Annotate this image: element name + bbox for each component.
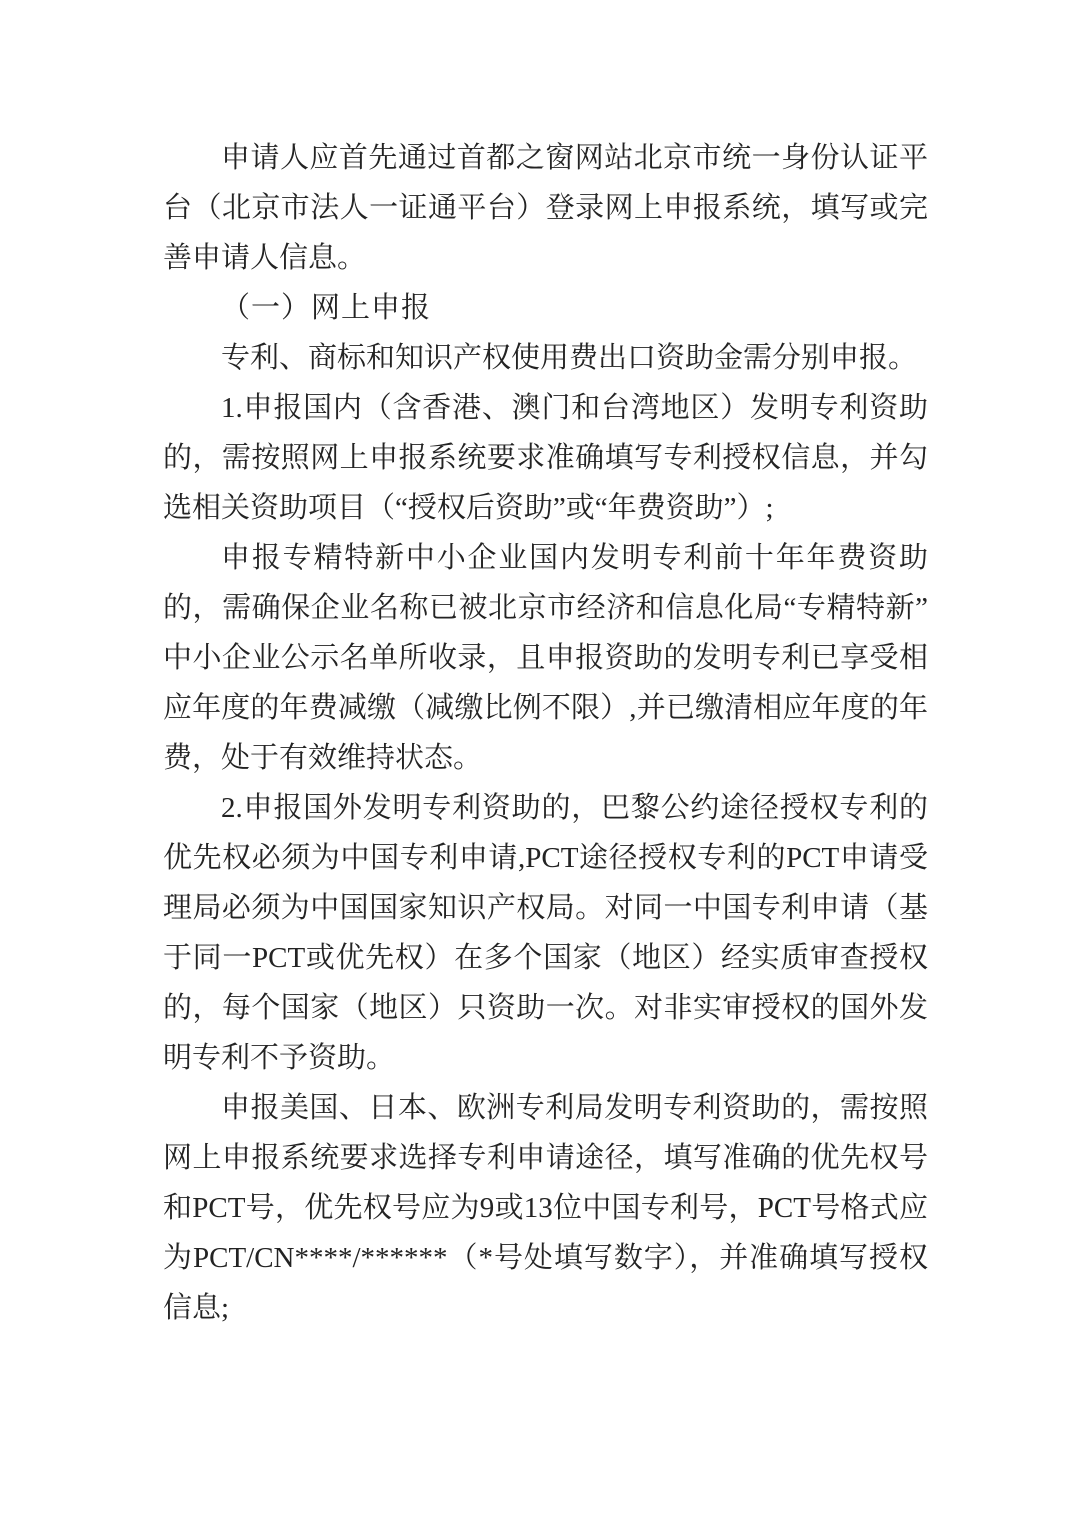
paragraph-srdi-sme-annuity: 申报专精特新中小企业国内发明专利前十年年费资助的，需确保企业名称已被北京市经济和信息化局“专精特新”中小企业公示名单所收录，且申报资助的发明专利已享受相应年度的年费减缴（减缴比例不限）,并已缴清相应年度的年费，处于有效维持状态。 [163,542,928,774]
paragraph-intro: 申请人应首先通过首都之窗网站北京市统一身份认证平台（北京市法人一证通平台）登录网上申报系统，填写或完善申请人信息。 [163,142,928,274]
paragraph-item-2-foreign-patent: 2.申报国外发明专利资助的，巴黎公约途径授权专利的优先权必须为中国专利申请,PCT途径授权专利的PCT申请受理局必须为中国国家知识产权局。对同一中国专利申请（基于同一PCT或优先权）在多个国家（地区）经实质审查授权的，每个国家（地区）只资助一次。对非实审授权的国外发明专利不予资助。 [163,792,928,1074]
section-heading-online-filing: （一）网上申报 [221,292,432,324]
document-text-block [163,133,928,1333]
paragraph-us-jp-ep-filing: 申报美国、日本、欧洲专利局发明专利资助的，需按照网上申报系统要求选择专利申请途径，填写准确的优先权号和PCT号，优先权号应为9或13位中国专利号，PCT号格式应为PCT/CN****/******（*号处填写数字），并准确填写授权信息; [163,1092,928,1324]
paragraph-separate-filing: 专利、商标和知识产权使用费出口资助金需分别申报。 [221,342,918,374]
paragraph-item-1-domestic-patent: 1.申报国内（含香港、澳门和台湾地区）发明专利资助的，需按照网上申报系统要求准确填写专利授权信息，并勾选相关资助项目（“授权后资助”或“年费资助”）; [163,392,928,524]
